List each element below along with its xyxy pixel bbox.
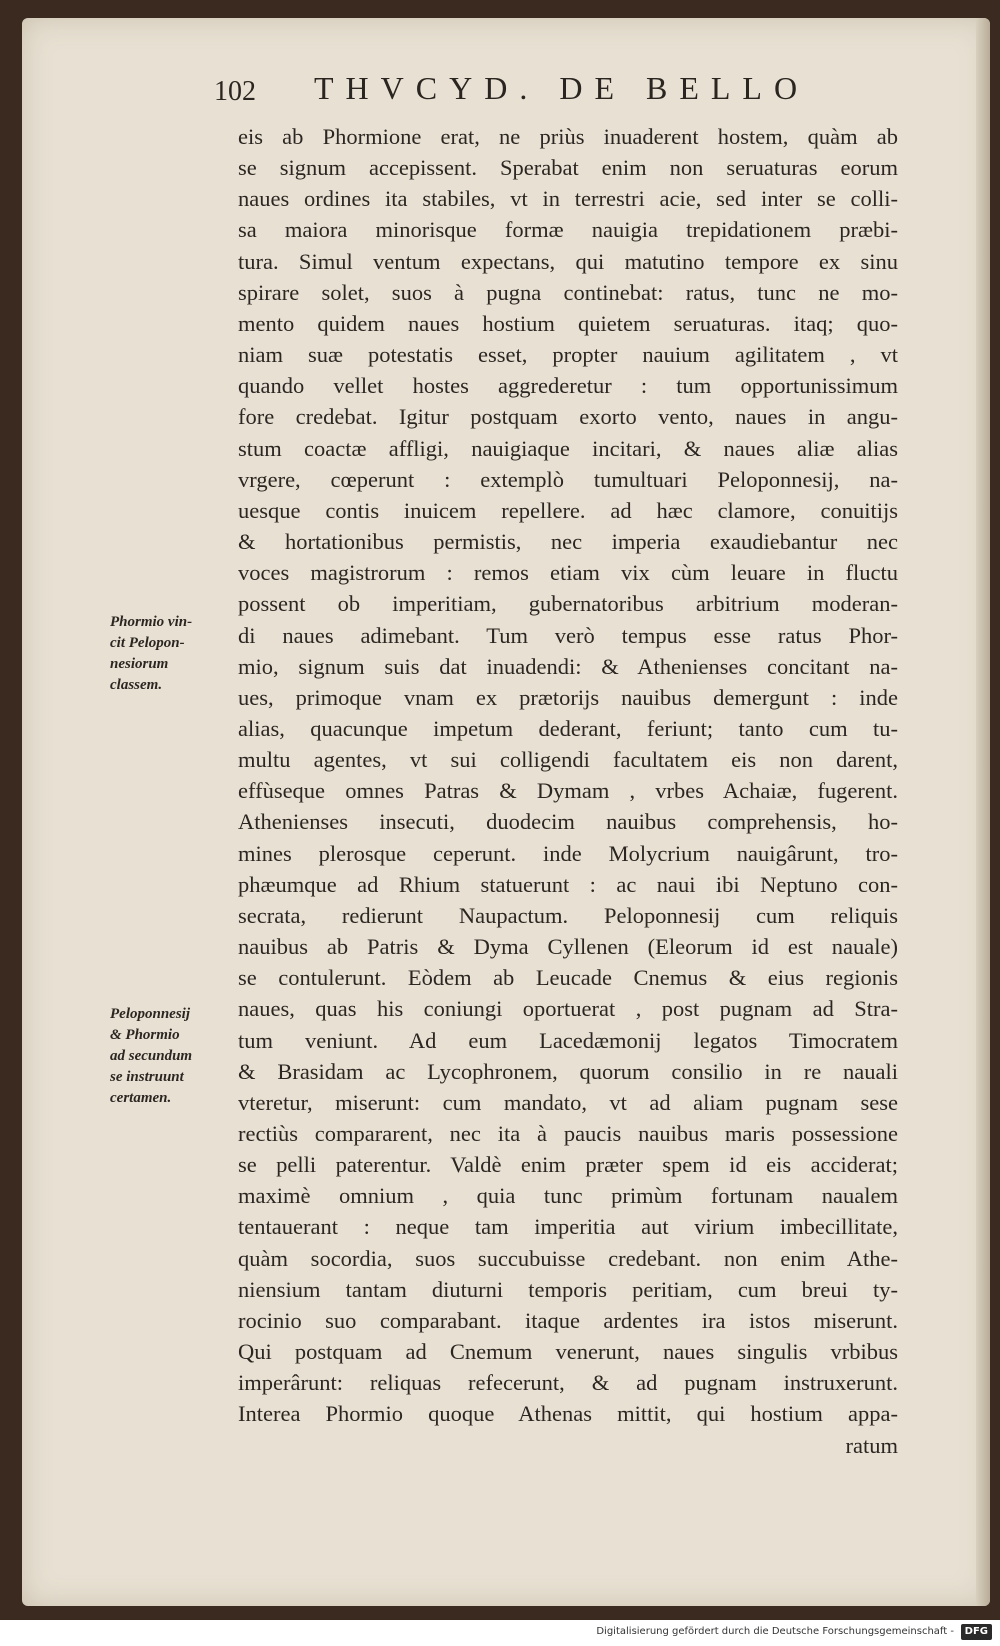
text-line: se contulerunt. Eòdem ab Leucade Cnemus & eius regionis xyxy=(238,965,898,991)
text-line: quando vellet hostes aggrederetur : tum opportunissimum xyxy=(238,373,898,399)
running-title: THVCYD. DE BELLO xyxy=(314,70,810,106)
text-line: ues, primoque vnam ex prætorijs nauibus demergunt : inde xyxy=(238,684,898,710)
text-line: multu agentes, vt sui colligendi facultatem eis non darent, xyxy=(238,747,898,773)
text-line: sa maiora minorisque formæ nauigia trepidationem præbi- xyxy=(238,217,898,243)
margin-note-line: se instruunt xyxy=(110,1069,184,1085)
text-line: alias, quacunque impetum dederant, feriunt; tanto cum tu- xyxy=(238,715,898,741)
text-line: se pelli paterentur. Valdè enim præter spem id eis acciderat; xyxy=(238,1152,898,1178)
text-line: uesque contis inuicem repellere. ad hæc clamore, conuitijs xyxy=(238,497,898,523)
text-line: mines plerosque ceperunt. inde Molycrium nauigârunt, tro- xyxy=(238,840,898,866)
page-edge xyxy=(976,18,990,1606)
margin-note-second-battle xyxy=(110,1004,238,1109)
text-line: Interea Phormio quoque Athenas mittit, qui hostium appa- xyxy=(238,1401,898,1427)
text-line: & hortationibus permistis, nec imperia exaudiebantur nec xyxy=(238,529,898,555)
text-line: rocinio suo comparabant. itaque ardentes ira istos miserunt. xyxy=(238,1307,898,1333)
text-line: maximè omnium , quia tunc primùm fortunam naualem xyxy=(238,1183,898,1209)
text-line: nauibus ab Patris & Dyma Cyllenen (Eleorum id est nauale) xyxy=(238,934,898,960)
text-line: & Brasidam ac Lycophronem, quorum consilio in re nauali xyxy=(238,1058,898,1084)
text-line: Athenienses insecuti, duodecim nauibus comprehensis, ho- xyxy=(238,809,898,835)
text-line: stum coactæ affligi, nauigiaque incitari, & naues aliæ alias xyxy=(238,435,898,461)
text-line: mio, signum suis dat inuadendi: & Athenienses concitant na- xyxy=(238,653,898,679)
dfg-logo-icon: DFG xyxy=(961,1624,992,1640)
main-text-block xyxy=(238,121,898,1461)
text-line: tum veniunt. Ad eum Lacedæmonij legatos Timocratem xyxy=(238,1027,898,1053)
text-line: voces magistrorum : remos etiam vix cùm leuare in fluctu xyxy=(238,560,898,586)
text-line: effùseque omnes Patras & Dymam , vrbes Achaiæ, fugerent. xyxy=(238,778,898,804)
margin-note-line: Peloponnesij xyxy=(110,1006,191,1022)
text-line: vrgere, cœperunt : extemplò tumultuari Peloponnesij, na- xyxy=(238,466,898,492)
text-line: tentauerant : neque tam imperitia aut virium imbecillitate, xyxy=(238,1214,898,1240)
funding-notice: Digitalisierung gefördert durch die Deutsche Forschungsgemeinschaft - xyxy=(596,1626,954,1637)
digitization-footer xyxy=(0,1620,1000,1646)
text-line: possent ob imperitiam, gubernatoribus arbitrium moderan- xyxy=(238,591,898,617)
page-number: 102 xyxy=(214,76,256,107)
text-line: naues ordines ita stabiles, vt in terrestri acie, sed inter se colli- xyxy=(238,186,898,212)
margin-note-line: classem. xyxy=(110,677,163,693)
text-line: imperârunt: reliquas refecerunt, & ad pugnam instruxerunt. xyxy=(238,1370,898,1396)
text-line: rectiùs compararent, nec ita à paucis nauibus maris possessione xyxy=(238,1121,898,1146)
margin-note-line: & Phormio xyxy=(110,1027,180,1043)
text-line: Qui postquam ad Cnemum venerunt, naues singulis vrbibus xyxy=(238,1339,898,1365)
text-line: quàm socordia, suos succubuisse credebant. non enim Athe- xyxy=(238,1245,898,1271)
margin-note-line: ad secundum xyxy=(110,1048,193,1064)
text-line: naues, quas his coniungi oportuerat , post pugnam ad Stra- xyxy=(238,996,898,1022)
text-line: mento quidem naues hostium quietem seruaturas. itaq; quo- xyxy=(238,310,898,336)
text-line: niensium tantam diuturni temporis peritiam, cum breui ty- xyxy=(238,1276,898,1302)
margin-note-line: cit Pelopon- xyxy=(110,635,185,651)
page-header xyxy=(214,66,854,112)
text-line: se signum accepissent. Sperabat enim non seruaturas eorum xyxy=(238,155,898,181)
margin-note-line: Phormio vin- xyxy=(110,614,193,630)
margin-note-phormio-victory xyxy=(110,612,238,696)
text-line: eis ab Phormione erat, ne priùs inuaderent hostem, quàm ab xyxy=(238,124,898,149)
text-line: secrata, redierunt Naupactum. Peloponnesij cum reliquis xyxy=(238,902,898,928)
text-line: vteretur, miserunt: cum mandato, vt ad aliam pugnam sese xyxy=(238,1089,898,1115)
text-line: tura. Simul ventum expectans, qui matutino tempore ex sinu xyxy=(238,248,898,274)
margin-note-line: certamen. xyxy=(110,1090,172,1106)
text-line: di naues adimebant. Tum verò tempus esse ratus Phor- xyxy=(238,622,898,648)
text-line: spirare solet, suos à pugna continebat: ratus, tunc ne mo- xyxy=(238,279,898,305)
text-line: niam suæ potestatis esset, propter nauium agilitatem , vt xyxy=(238,342,898,368)
catchword: ratum xyxy=(845,1432,898,1458)
margin-note-line: nesiorum xyxy=(110,656,169,672)
text-line: fore credebat. Igitur postquam exorto vento, naues in angu- xyxy=(238,404,898,430)
text-line: phæumque ad Rhium statuerunt : ac naui ibi Neptuno con- xyxy=(238,871,898,897)
